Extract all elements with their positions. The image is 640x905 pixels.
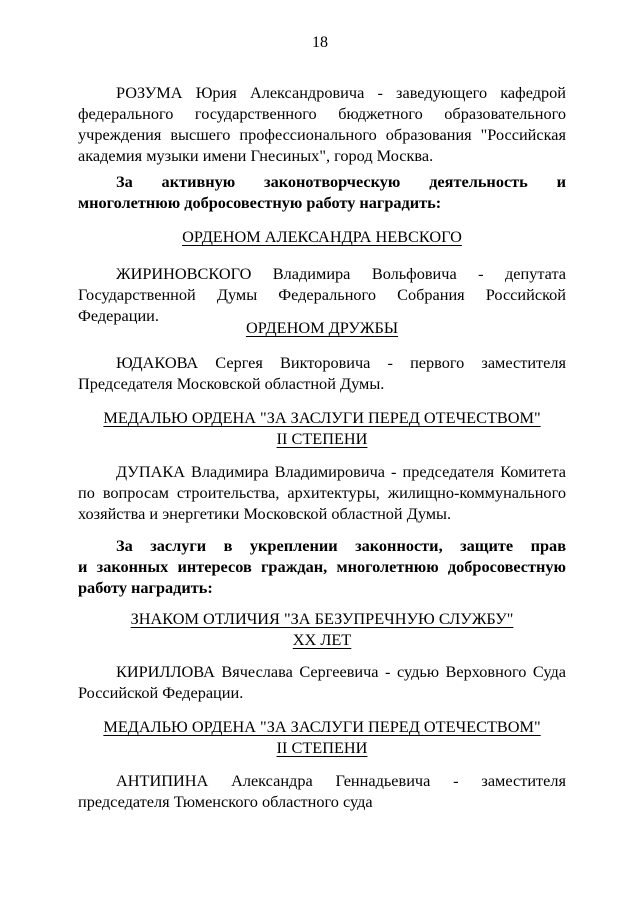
award-heading-medal-2 bbox=[78, 716, 566, 758]
text-line: федерального государственного бюджетного образовательного bbox=[78, 104, 566, 123]
text-line: по вопросам строительства, архитектуры, жилищно-коммунального bbox=[78, 483, 566, 502]
text-line: хозяйства и энергетики Московской областной Думы. bbox=[78, 504, 452, 523]
text-line: и законных интересов граждан, многолетнюю добросовестную bbox=[78, 557, 566, 576]
text-line: Российской Федерации. bbox=[78, 683, 244, 702]
paragraph-kirillov bbox=[78, 661, 566, 703]
paragraph-dupak bbox=[78, 461, 566, 524]
text-line: академия музыки имени Гнесиных", город Москва. bbox=[78, 146, 434, 165]
text-line: ЮДАКОВА Сергея Викторовича - первого заместителя bbox=[116, 353, 566, 372]
award-instruction-1 bbox=[78, 171, 566, 213]
text-line: работу наградить: bbox=[78, 578, 213, 597]
text-line: Председателя Московской областной Думы. bbox=[78, 374, 385, 393]
text-line: АНТИПИНА Александра Геннадьевича - заместителя bbox=[116, 771, 566, 790]
heading-text: XX ЛЕТ bbox=[292, 630, 352, 649]
text-line: КИРИЛЛОВА Вячеслава Сергеевича - судью Верховного Суда bbox=[116, 662, 566, 681]
text-line: ДУПАКА Владимира Владимировича - председателя Комитета bbox=[116, 462, 566, 481]
paragraph-antipin bbox=[78, 770, 566, 812]
award-heading-friendship bbox=[78, 317, 566, 338]
heading-text: МЕДАЛЬЮ ОРДЕНА "ЗА ЗАСЛУГИ ПЕРЕД ОТЕЧЕСТВОМ" bbox=[103, 408, 541, 427]
text-line: Государственной Думы Федерального Собрания Российской bbox=[78, 285, 566, 304]
page-number: 18 bbox=[312, 34, 328, 51]
award-heading-medal-1 bbox=[78, 407, 566, 449]
text-line: ЖИРИНОВСКОГО Владимира Вольфовича - депутата bbox=[116, 264, 566, 283]
heading-text: ЗНАКОМ ОТЛИЧИЯ "ЗА БЕЗУПРЕЧНУЮ СЛУЖБУ" bbox=[130, 609, 514, 628]
text-line: председателя Тюменского областного суда bbox=[78, 792, 373, 811]
heading-text: МЕДАЛЬЮ ОРДЕНА "ЗА ЗАСЛУГИ ПЕРЕД ОТЕЧЕСТВОМ" bbox=[103, 717, 541, 736]
heading-text: ОРДЕНОМ ДРУЖБЫ bbox=[245, 318, 399, 337]
heading-text: II СТЕПЕНИ bbox=[276, 738, 368, 757]
text-line: учреждения высшего профессионального образования "Российская bbox=[78, 125, 566, 144]
award-heading-nevsky bbox=[78, 226, 566, 247]
award-instruction-2 bbox=[78, 535, 566, 598]
heading-text: ОРДЕНОМ АЛЕКСАНДРА НЕВСКОГО bbox=[182, 227, 462, 246]
text-line: РОЗУМА Юрия Александровича - заведующего кафедрой bbox=[116, 83, 566, 102]
text-line: многолетнюю добросовестную работу наградить: bbox=[78, 193, 442, 212]
paragraph-rozuma bbox=[78, 82, 566, 166]
award-heading-badge bbox=[78, 608, 566, 650]
heading-text: II СТЕПЕНИ bbox=[276, 429, 368, 448]
text-line: За заслуги в укреплении законности, защите прав bbox=[116, 536, 566, 555]
text-line: Федерации. bbox=[78, 306, 159, 325]
text-line: За активную законотворческую деятельность и bbox=[116, 172, 566, 191]
paragraph-yudakov bbox=[78, 352, 566, 394]
